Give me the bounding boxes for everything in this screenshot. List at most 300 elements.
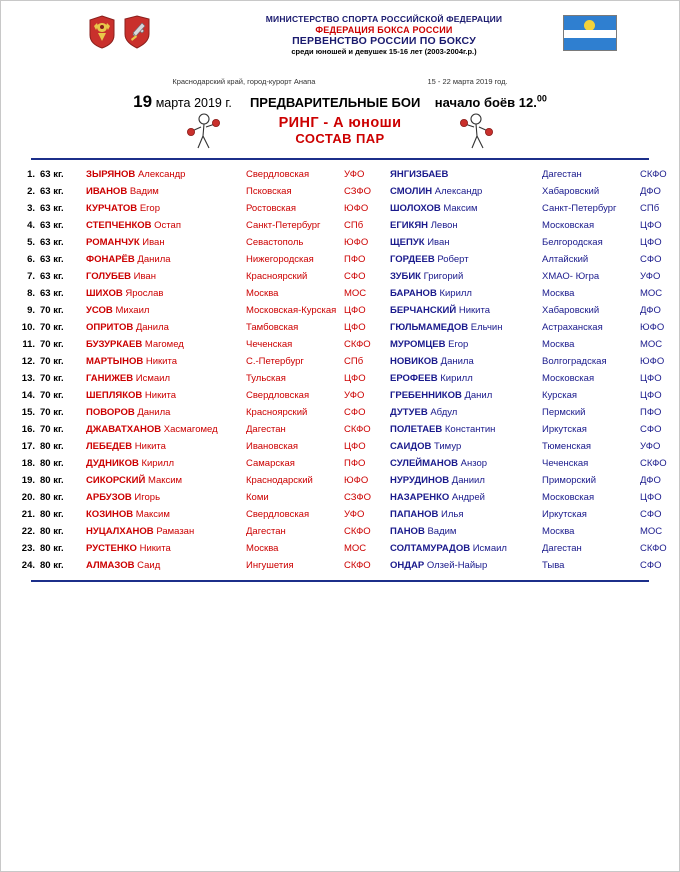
divider-top [31, 158, 649, 160]
red-last-name: ГОЛУБЕВ [86, 271, 132, 282]
red-last-name: ЛЕБЕДЕВ [86, 441, 133, 452]
red-first-name: Данила [137, 254, 171, 265]
blue-corner-federal-district: ЦФО [640, 237, 662, 248]
red-last-name: ЗЫРЯНОВ [86, 169, 136, 180]
bout-weight: 70 кг. [40, 373, 64, 384]
table-row [1, 387, 680, 404]
bout-weight: 80 кг. [40, 543, 64, 554]
red-first-name: Данила [135, 322, 169, 333]
red-corner-name [84, 319, 246, 336]
blue-last-name: ПАНОВ [390, 526, 425, 537]
red-corner-federal-district: СКФО [344, 339, 371, 350]
blue-first-name: Абдул [430, 407, 458, 418]
boxer-icon [457, 110, 497, 152]
table-row [1, 540, 680, 557]
red-corner-federal-district: ЦФО [344, 322, 366, 333]
red-last-name: ФОНАРЁВ [86, 254, 135, 265]
red-last-name: СИКОРСКИЙ [86, 475, 146, 486]
red-corner-region: Тульская [246, 373, 286, 384]
blue-corner-federal-district: МОС [640, 339, 663, 350]
red-corner-federal-district: СЗФО [344, 186, 371, 197]
blue-first-name: Григорий [423, 271, 464, 282]
header-text-block [205, 15, 563, 57]
bout-weight: 70 кг. [40, 339, 64, 350]
table-row [1, 166, 680, 183]
blue-last-name: ЕРОФЕЕВ [390, 373, 438, 384]
red-last-name: ГАНИЖЕВ [86, 373, 134, 384]
document-header [1, 1, 679, 73]
red-corner-name [84, 285, 246, 302]
blue-corner-region: ХМАО- Югра [542, 271, 600, 282]
bout-number: 11. [22, 339, 35, 350]
bout-weight: 63 кг. [40, 169, 64, 180]
blue-corner-name [390, 506, 542, 523]
blue-last-name: НАЗАРЕНКО [390, 492, 450, 503]
blue-last-name: ПОЛЕТАЕВ [390, 424, 443, 435]
table-row [1, 523, 680, 540]
red-corner-region: Москва [246, 288, 279, 299]
blue-corner-federal-district: ЦФО [640, 492, 662, 503]
red-corner-name [84, 387, 246, 404]
red-last-name: РУСТЕНКО [86, 543, 137, 554]
red-first-name: Кирилл [141, 458, 174, 469]
table-row [1, 217, 680, 234]
bout-number: 10. [21, 322, 35, 333]
red-corner-name [84, 166, 246, 183]
blue-corner-region: Тюменская [542, 441, 592, 452]
red-last-name: КУРЧАТОВ [86, 203, 138, 214]
red-corner-federal-district: ЦФО [344, 441, 366, 452]
red-corner-region: Санкт-Петербург [246, 220, 321, 231]
blue-corner-federal-district: МОС [640, 526, 663, 537]
blue-corner-federal-district: СКФО [640, 458, 667, 469]
bout-weight: 63 кг. [40, 203, 64, 214]
table-row [1, 489, 680, 506]
bouts-table-body [1, 166, 680, 574]
session-name: ПРЕДВАРИТЕЛЬНЫЕ БОИ [249, 95, 421, 110]
date-year: 2019 г. [194, 96, 232, 110]
blue-last-name: ЩЕПУК [390, 237, 425, 248]
federation-line: ФЕДЕРАЦИЯ БОКСА РОССИИ [315, 24, 453, 35]
red-corner-name [84, 506, 246, 523]
red-corner-name [84, 404, 246, 421]
table-row [1, 336, 680, 353]
red-last-name: НУЦАЛХАНОВ [86, 526, 154, 537]
blue-corner-federal-district: СФО [640, 424, 662, 435]
table-row [1, 353, 680, 370]
blue-corner-name [390, 472, 542, 489]
blue-corner-name [390, 404, 542, 421]
event-line: ПЕРВЕНСТВО РОССИИ ПО БОКСУ [292, 34, 476, 47]
blue-corner-federal-district: УФО [640, 271, 661, 282]
bout-number: 24. [21, 560, 35, 571]
blue-corner-region: Белгородская [542, 237, 603, 248]
red-corner-federal-district: УФО [344, 169, 365, 180]
blue-last-name: СМОЛИН [390, 186, 433, 197]
table-row [1, 285, 680, 302]
red-corner-name [84, 489, 246, 506]
blue-corner-region: Московская [542, 492, 595, 503]
bouts-table [1, 166, 680, 574]
blue-first-name: Егор [448, 339, 469, 350]
red-first-name: Максим [147, 475, 183, 486]
blue-corner-federal-district: ПФО [640, 407, 662, 418]
blue-corner-name [390, 557, 542, 574]
red-corner-region: Красноярский [246, 407, 308, 418]
red-corner-federal-district: ЦФО [344, 305, 366, 316]
venue-place: Краснодарский край, город-курорт Анапа [172, 77, 316, 86]
start-time-minutes: 00 [536, 93, 547, 104]
table-row [1, 506, 680, 523]
bout-number: 3. [27, 203, 35, 214]
red-corner-region: Свердловская [246, 390, 310, 401]
blue-corner-region: Волгоградская [542, 356, 607, 367]
blue-first-name: Константин [444, 424, 496, 435]
red-corner-region: Самарская [246, 458, 295, 469]
blue-corner-region: Чеченская [542, 458, 589, 469]
bout-weight: 80 кг. [40, 458, 64, 469]
table-row [1, 472, 680, 489]
table-row [1, 438, 680, 455]
red-first-name: Магомед [144, 339, 184, 350]
blue-corner-region: Санкт-Петербург [542, 203, 617, 214]
title-block [1, 92, 679, 154]
red-last-name: АЛМАЗОВ [86, 560, 135, 571]
blue-corner-federal-district: ЦФО [640, 220, 662, 231]
bout-weight: 63 кг. [40, 288, 64, 299]
blue-corner-name [390, 166, 542, 183]
red-first-name: Игорь [134, 492, 161, 503]
red-corner-region: Севастополь [246, 237, 304, 248]
blue-corner-name [390, 268, 542, 285]
red-first-name: Михаил [115, 305, 150, 316]
red-last-name: РОМАНЧУК [86, 237, 140, 248]
red-first-name: Никита [134, 441, 166, 452]
red-corner-name [84, 540, 246, 557]
table-row [1, 370, 680, 387]
blue-first-name: Анзор [460, 458, 488, 469]
blue-corner-region: Дагестан [542, 169, 582, 180]
blue-corner-federal-district: ДФО [640, 475, 661, 486]
table-row [1, 251, 680, 268]
red-last-name: ДЖАВАТХАНОВ [86, 424, 162, 435]
red-first-name: Остап [154, 220, 181, 231]
red-corner-name [84, 523, 246, 540]
session-line [1, 92, 679, 112]
red-corner-name [84, 370, 246, 387]
blue-corner-name [390, 455, 542, 472]
blue-corner-name [390, 353, 542, 370]
bout-number: 20. [21, 492, 35, 503]
blue-last-name: ЕГИКЯН [390, 220, 429, 231]
red-corner-region: Ростовская [246, 203, 296, 214]
red-first-name: Хасмагомед [163, 424, 218, 435]
red-last-name: ПОВОРОВ [86, 407, 135, 418]
start-label: начало боёв [434, 95, 516, 110]
blue-corner-federal-district: СФО [640, 509, 662, 520]
blue-first-name: Левон [430, 220, 458, 231]
blue-first-name: Иван [427, 237, 450, 248]
red-corner-region: Ингушетия [246, 560, 294, 571]
red-first-name: Максим [135, 509, 170, 520]
bout-weight: 80 кг. [40, 441, 64, 452]
red-corner-region: Чеченская [246, 339, 293, 350]
red-first-name: Иван [133, 271, 156, 282]
blue-corner-name [390, 234, 542, 251]
blue-corner-region: Московская [542, 373, 595, 384]
red-first-name: Ярослав [125, 288, 164, 299]
blue-first-name: Олзей-Найыр [426, 560, 488, 571]
red-last-name: СТЕПЧЕНКОВ [86, 220, 152, 231]
blue-last-name: БЕРЧАНСКИЙ [390, 305, 457, 316]
bout-number: 16. [21, 424, 35, 435]
red-corner-federal-district: СПб [344, 356, 364, 367]
blue-corner-name [390, 336, 542, 353]
blue-corner-federal-district: УФО [640, 441, 661, 452]
bout-number: 17. [21, 441, 35, 452]
red-corner-name [84, 336, 246, 353]
blue-last-name: ГЮЛЬМАМЕДОВ [390, 322, 469, 333]
red-corner-region: Московская-Курская [246, 305, 337, 316]
blue-corner-region: Пермский [542, 407, 586, 418]
blue-corner-name [390, 183, 542, 200]
bout-number: 12. [21, 356, 35, 367]
bout-weight: 63 кг. [40, 186, 64, 197]
blue-first-name: Даниил [451, 475, 485, 486]
red-last-name: МАРТЫНОВ [86, 356, 144, 367]
blue-last-name: ГОРДЕЕВ [390, 254, 435, 265]
red-corner-federal-district: ЮФО [344, 475, 369, 486]
red-corner-region: Ивановская [246, 441, 299, 452]
blue-last-name: ШОЛОХОВ [390, 203, 441, 214]
blue-first-name: Данил [464, 390, 493, 401]
table-row [1, 455, 680, 472]
red-corner-federal-district: СКФО [344, 526, 371, 537]
bout-weight: 63 кг. [40, 237, 64, 248]
bout-weight: 70 кг. [40, 322, 64, 333]
blue-last-name: МУРОМЦЕВ [390, 339, 446, 350]
table-row [1, 183, 680, 200]
red-first-name: Саид [137, 560, 161, 571]
blue-first-name: Вадим [427, 526, 457, 537]
red-first-name: Никита [145, 356, 178, 367]
bout-weight: 80 кг. [40, 475, 64, 486]
table-row [1, 319, 680, 336]
bout-number: 7. [27, 271, 35, 282]
red-corner-name [84, 234, 246, 251]
bout-number: 8. [27, 288, 35, 299]
blue-corner-federal-district: МОС [640, 288, 663, 299]
bout-weight: 70 кг. [40, 424, 64, 435]
red-corner-federal-district: СКФО [344, 424, 371, 435]
blue-corner-region: Иркутская [542, 509, 587, 520]
blue-corner-federal-district: ЦФО [640, 373, 662, 384]
red-corner-name [84, 268, 246, 285]
red-last-name: КОЗИНОВ [86, 509, 134, 520]
blue-corner-region: Хабаровский [542, 186, 600, 197]
bout-number: 14. [21, 390, 35, 401]
blue-corner-region: Москва [542, 339, 575, 350]
ministry-line: МИНИСТЕРСТВО СПОРТА РОССИЙСКОЙ ФЕДЕРАЦИИ [265, 14, 503, 24]
blue-corner-name [390, 370, 542, 387]
red-corner-federal-district: ЮФО [344, 203, 369, 214]
anapa-flag-icon [563, 15, 617, 51]
bout-weight: 63 кг. [40, 271, 64, 282]
bout-number: 15. [21, 407, 35, 418]
blue-corner-name [390, 421, 542, 438]
bout-weight: 80 кг. [40, 509, 64, 520]
table-row [1, 404, 680, 421]
table-row [1, 268, 680, 285]
blue-corner-federal-district: СКФО [640, 169, 667, 180]
red-corner-name [84, 217, 246, 234]
divider-bottom [31, 580, 649, 582]
blue-corner-region: Приморский [542, 475, 597, 486]
red-corner-federal-district: СПб [344, 220, 364, 231]
moscow-coat-of-arms-icon [123, 15, 151, 49]
blue-corner-federal-district: ЦФО [640, 390, 662, 401]
blue-first-name: Андрей [451, 492, 485, 503]
red-corner-federal-district: МОС [344, 288, 367, 299]
bout-number: 23. [21, 543, 35, 554]
bout-weight: 63 кг. [40, 220, 64, 231]
red-first-name: Данила [137, 407, 171, 418]
blue-last-name: ЗУБИК [390, 271, 421, 282]
table-row [1, 234, 680, 251]
blue-first-name: Тимур [433, 441, 462, 452]
blue-corner-region: Иркутская [542, 424, 587, 435]
red-corner-region: Коми [246, 492, 269, 503]
red-corner-region: Красноярский [246, 271, 308, 282]
blue-corner-region: Московская [542, 220, 595, 231]
blue-last-name: ПАПАНОВ [390, 509, 439, 520]
blue-last-name: СОЛТАМУРАДОВ [390, 543, 471, 554]
bout-weight: 70 кг. [40, 356, 64, 367]
blue-first-name: Никита [458, 305, 491, 316]
bout-weight: 80 кг. [40, 560, 64, 571]
blue-last-name: САИДОВ [390, 441, 432, 452]
date-month: марта [155, 96, 191, 110]
blue-last-name: ГРЕБЕННИКОВ [390, 390, 462, 401]
red-corner-name [84, 302, 246, 319]
red-first-name: Вадим [129, 186, 159, 197]
red-corner-region: С.-Петербург [246, 356, 304, 367]
emblems-group [19, 15, 205, 49]
ring-title: РИНГ - А юноши [278, 115, 402, 131]
blue-corner-federal-district: СПб [640, 203, 660, 214]
bout-number: 18. [21, 458, 35, 469]
bout-weight: 80 кг. [40, 492, 64, 503]
blue-corner-federal-district: ДФО [640, 305, 661, 316]
bout-number: 21. [21, 509, 35, 520]
red-corner-name [84, 438, 246, 455]
blue-corner-region: Москва [542, 288, 575, 299]
blue-last-name: БАРАНОВ [390, 288, 437, 299]
blue-corner-name [390, 285, 542, 302]
red-corner-region: Дагестан [246, 424, 286, 435]
blue-first-name: Кирилл [440, 373, 473, 384]
flag-wave-white [564, 30, 616, 38]
bout-number: 9. [27, 305, 35, 316]
red-corner-name [84, 421, 246, 438]
red-first-name: Исмаил [135, 373, 171, 384]
red-first-name: Никита [139, 543, 171, 554]
red-corner-region: Москва [246, 543, 279, 554]
red-corner-federal-district: УФО [344, 509, 365, 520]
blue-last-name: ЯНГИЗБАЕВ [390, 169, 449, 180]
venue-line [1, 77, 679, 86]
bout-number: 6. [27, 254, 35, 265]
red-corner-federal-district: СФО [344, 407, 366, 418]
blue-corner-name [390, 540, 542, 557]
red-corner-region: Тамбовская [246, 322, 299, 333]
red-last-name: ОПРИТОВ [86, 322, 134, 333]
blue-last-name: ДУТУЕВ [390, 407, 428, 418]
bout-weight: 80 кг. [40, 526, 64, 537]
russian-coat-of-arms-icon [87, 15, 117, 49]
bout-weight: 70 кг. [40, 390, 64, 401]
red-corner-federal-district: ЮФО [344, 237, 369, 248]
blue-corner-name [390, 217, 542, 234]
flag-wave-blue [564, 40, 616, 48]
red-corner-federal-district: ПФО [344, 254, 366, 265]
bout-weight: 63 кг. [40, 254, 64, 265]
red-first-name: Никита [144, 390, 177, 401]
table-row [1, 557, 680, 574]
red-first-name: Рамазан [156, 526, 195, 537]
blue-corner-region: Хабаровский [542, 305, 600, 316]
blue-corner-name [390, 302, 542, 319]
blue-corner-region: Курская [542, 390, 578, 401]
red-first-name: Иван [142, 237, 165, 248]
blue-corner-federal-district: СФО [640, 560, 662, 571]
red-first-name: Александр [137, 169, 186, 180]
pairs-subtitle: СОСТАВ ПАР [295, 131, 385, 146]
red-corner-name [84, 183, 246, 200]
blue-corner-region: Москва [542, 526, 575, 537]
bout-number: 4. [27, 220, 35, 231]
red-corner-federal-district: ПФО [344, 458, 366, 469]
blue-corner-federal-district: ЮФО [640, 356, 665, 367]
blue-first-name: Илья [441, 509, 464, 520]
red-corner-federal-district: СКФО [344, 560, 371, 571]
red-corner-region: Свердловская [246, 509, 310, 520]
blue-first-name: Роберт [437, 254, 469, 265]
blue-first-name: Исмаил [472, 543, 507, 554]
blue-corner-name [390, 438, 542, 455]
bout-number: 13. [21, 373, 35, 384]
category-line: среди юношей и девушек 15-16 лет (2003-2004г.р.) [291, 47, 477, 57]
blue-corner-federal-district: ДФО [640, 186, 661, 197]
red-corner-federal-district: СЗФО [344, 492, 371, 503]
bout-number: 19. [21, 475, 35, 486]
blue-first-name: Данила [440, 356, 474, 367]
red-last-name: АРБУЗОВ [86, 492, 132, 503]
blue-corner-name [390, 523, 542, 540]
red-last-name: ШЕПЛЯКОВ [86, 390, 143, 401]
blue-first-name: Максим [443, 203, 478, 214]
blue-corner-region: Тыва [542, 560, 565, 571]
red-last-name: ШИХОВ [86, 288, 123, 299]
bout-number: 2. [27, 186, 35, 197]
red-last-name: УСОВ [86, 305, 113, 316]
blue-corner-name [390, 200, 542, 217]
red-last-name: ДУДНИКОВ [86, 458, 139, 469]
red-corner-name [84, 251, 246, 268]
red-corner-name [84, 353, 246, 370]
red-last-name: БУЗУРКАЕВ [86, 339, 143, 350]
blue-corner-region: Алтайский [542, 254, 589, 265]
